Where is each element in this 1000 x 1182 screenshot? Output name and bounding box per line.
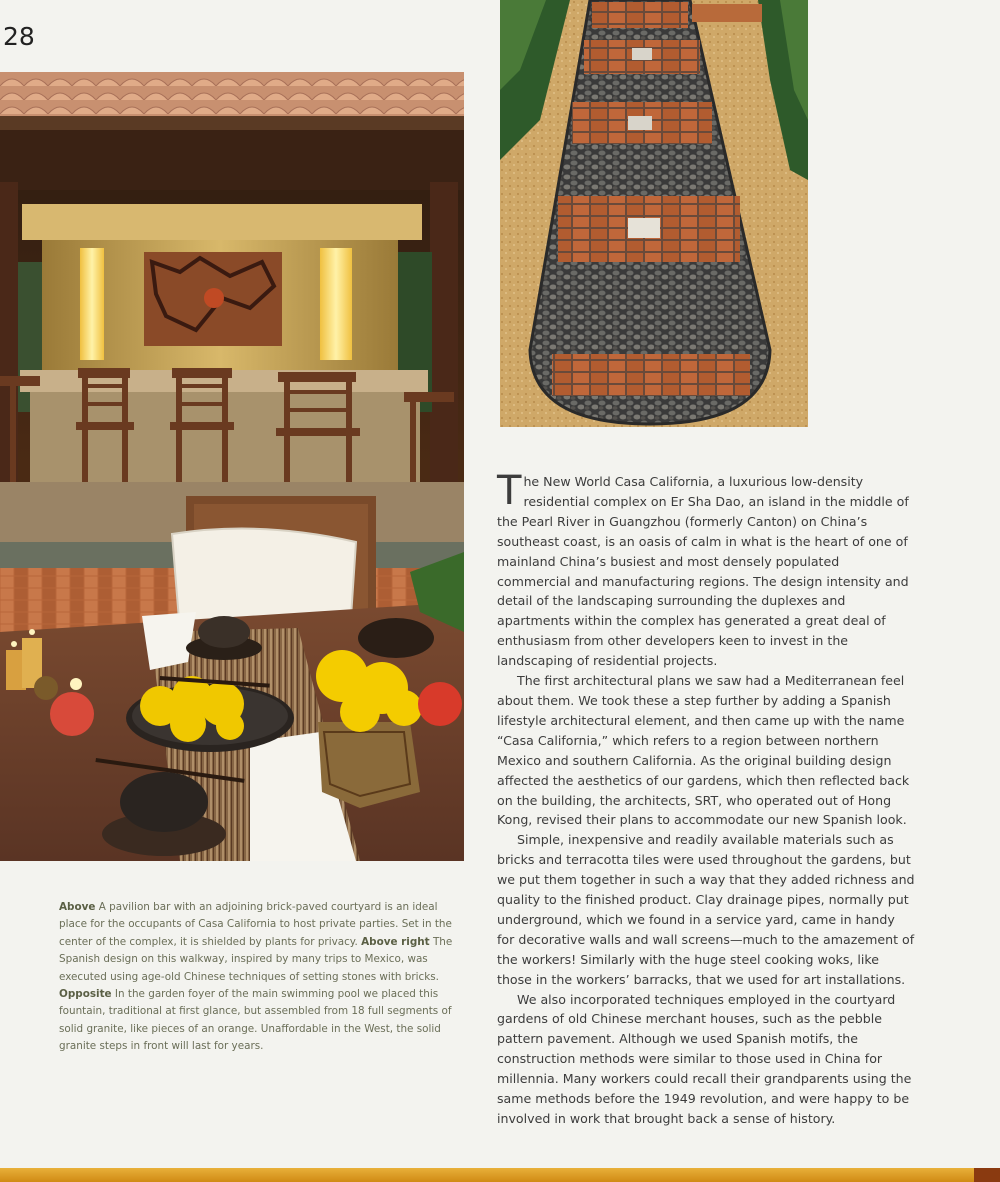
caption-text-opposite: In the garden foyer of the main swimming pool we placed this fountain, traditional at first glance, but assembled from 18 full segments of solid granite, like pieces of an orange. Unaffordable in the West, the solid granite steps in front will last for years. <box>59 988 452 1053</box>
pebble-walkway-photo <box>500 0 808 427</box>
article-body <box>497 468 915 1129</box>
article-paragraph-2: The first architectural plans we saw had a Mediterranean feel about them. We took these a step further by adding a Spanish lifestyle architectural element, and then came up with the name “Casa California,” which refers to a region between northern Mexico and southern California. As the original building design affected the aesthetics of our gardens, which then reflected back on the building, the architects, SRT, who operated out of Hong Kong, revised their plans to accommodate our new Spanish look. <box>497 673 910 828</box>
article-paragraph-1-text: he New World Casa California, a luxurious low-density residential complex on Er Sha Dao, an island in the middle of the Pearl River in Guangzhou (formerly Canton) on China’s southeast coast, is an oasis of calm in what is the heart of one of mainland China’s busiest and most densely populated commercial and manufacturing regions. The design intensity and detail of the landscaping surrounding the duplexes and apartments within the complex has generated a great deal of enthusiasm from other developers keen to invest in the landscaping of residential projects. <box>497 474 909 669</box>
pavilion-bar-photo <box>0 72 464 861</box>
page-corner-mark <box>974 1168 1000 1182</box>
caption-lead-above: Above <box>59 901 96 913</box>
caption-lead-opposite: Opposite <box>59 988 112 1001</box>
article-paragraph-1 <box>497 468 915 671</box>
drop-cap: T <box>497 468 522 514</box>
page-bottom-accent-bar <box>0 1168 1000 1182</box>
caption-lead-above-right: Above right <box>361 935 430 948</box>
page-number: 28 <box>3 22 35 51</box>
photo-caption <box>59 899 461 1056</box>
article-paragraph-4: We also incorporated techniques employed in the courtyard gardens of old Chinese merchant houses, such as the pebble pattern pavement. Although we used Spanish motifs, the construction methods were similar to those used in China for millennia. Many workers could recall their grandparents using the same methods before the 1949 revolution, and were happy to be involved in work that brought back a sense of history. <box>497 991 912 1126</box>
article-paragraph-3: Simple, inexpensive and readily available materials such as bricks and terracotta tiles were used throughout the gardens, but we put them together in such a way that they added richness and quality to the finished product. Clay drainage pipes, normally put underground, which we found in a service yard, came in handy for decorative walls and wall screens—much to the amazement of the workers! Similarly with the huge steel cooking woks, like those in the workers’ barracks, that we used for art installations. <box>497 832 915 987</box>
caption-text-above: A pavilion bar with an adjoining brick-paved courtyard is an ideal place for the occupants of Casa California to host private parties. Set in the center of the complex, it is shielded by plants for privacy. <box>59 901 452 948</box>
caption-text-above-right: The Spanish design on this walkway, inspired by many trips to Mexico, was executed using age-old Chinese techniques of setting stones with bricks. <box>59 935 453 983</box>
